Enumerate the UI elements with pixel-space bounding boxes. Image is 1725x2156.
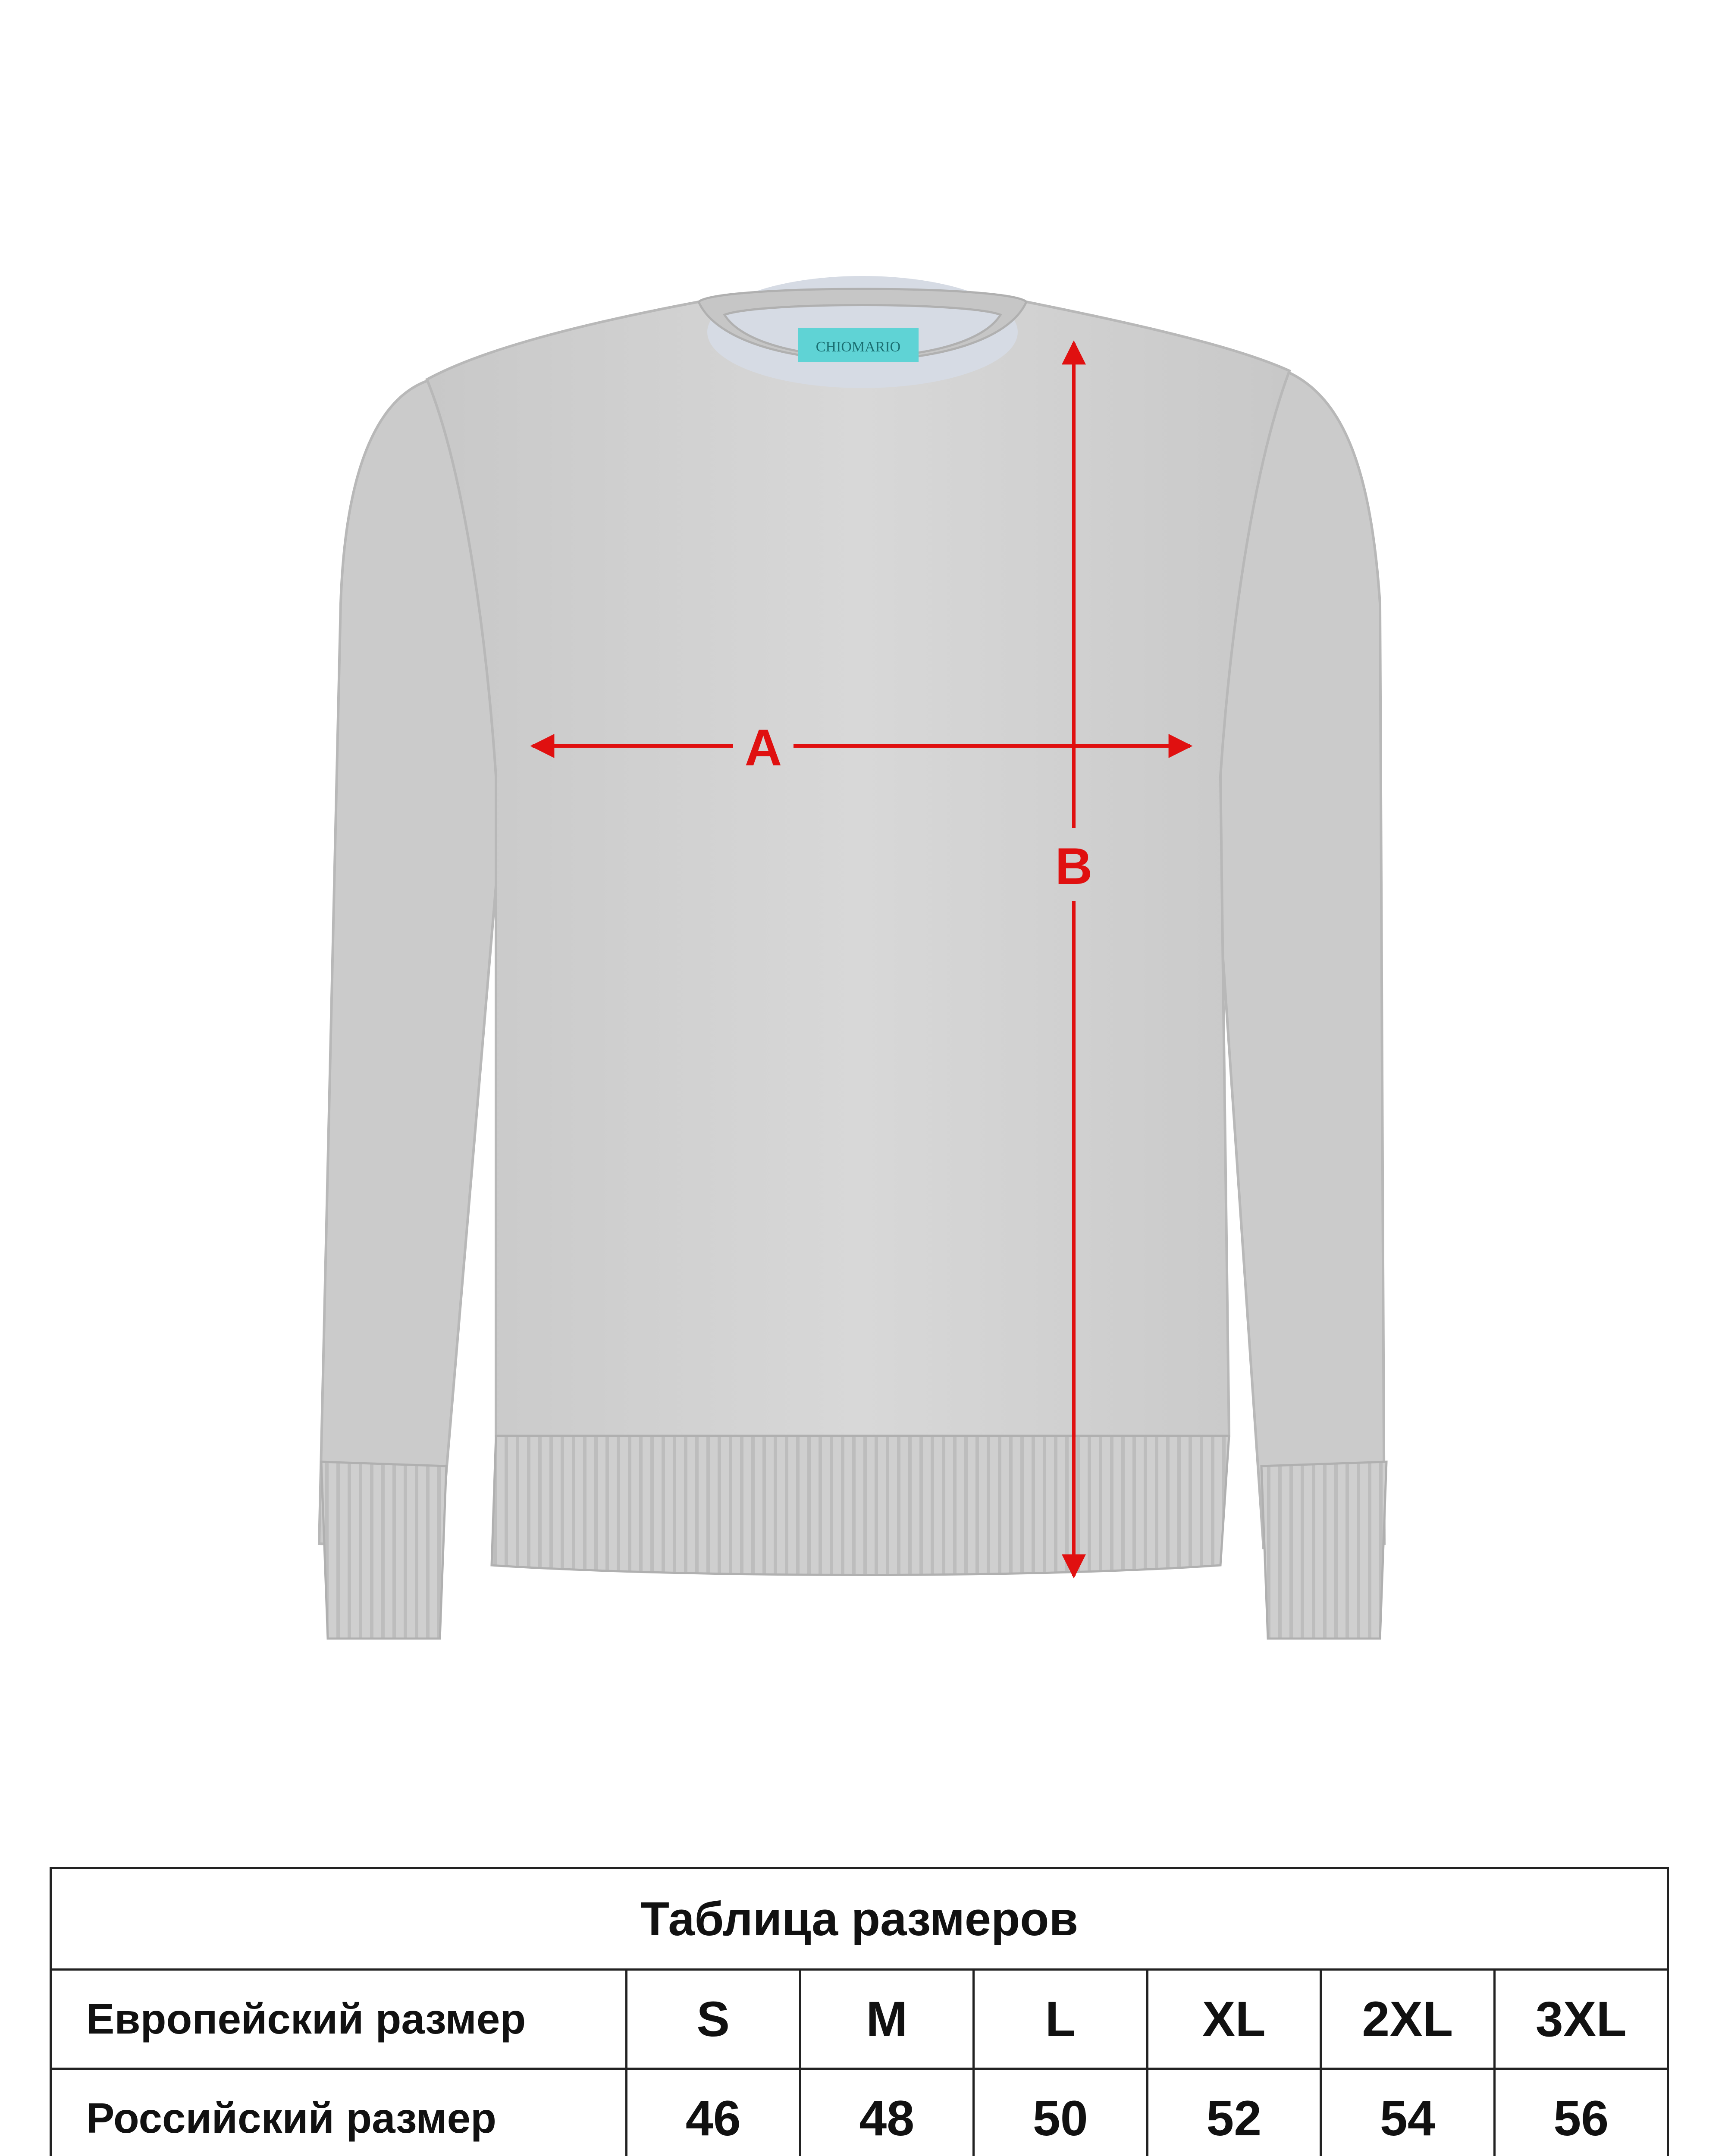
size-table [50,1867,1669,2156]
right-cuff [1261,1462,1386,1639]
row-label-ru-size: Российский размер [51,2069,627,2156]
measure-b-label: B [1055,837,1093,895]
cell-ru-size: 54 [1321,2069,1495,2156]
cell-ru-size: 46 [627,2069,800,2156]
cell-eu-size: 2XL [1321,1970,1495,2069]
measure-a-label: A [744,719,782,777]
table-title: Таблица размеров [51,1868,1668,1970]
cell-eu-size: 3XL [1494,1970,1668,2069]
row-label-eu-size: Европейский размер [51,1970,627,2069]
cell-ru-size: 56 [1494,2069,1668,2156]
brand-tag-text: CHIOMARIO [815,339,901,355]
left-cuff [321,1462,446,1639]
sweater-body [427,302,1289,1436]
waistband [492,1436,1229,1575]
table-row-ru-size [51,2069,1668,2156]
cell-eu-size: S [627,1970,800,2069]
cell-eu-size: M [800,1970,974,2069]
cell-ru-size: 50 [974,2069,1148,2156]
cell-eu-size: XL [1147,1970,1321,2069]
cell-ru-size: 52 [1147,2069,1321,2156]
cell-ru-size: 48 [800,2069,974,2156]
table-row-eu-size [51,1970,1668,2069]
cell-eu-size: L [974,1970,1148,2069]
